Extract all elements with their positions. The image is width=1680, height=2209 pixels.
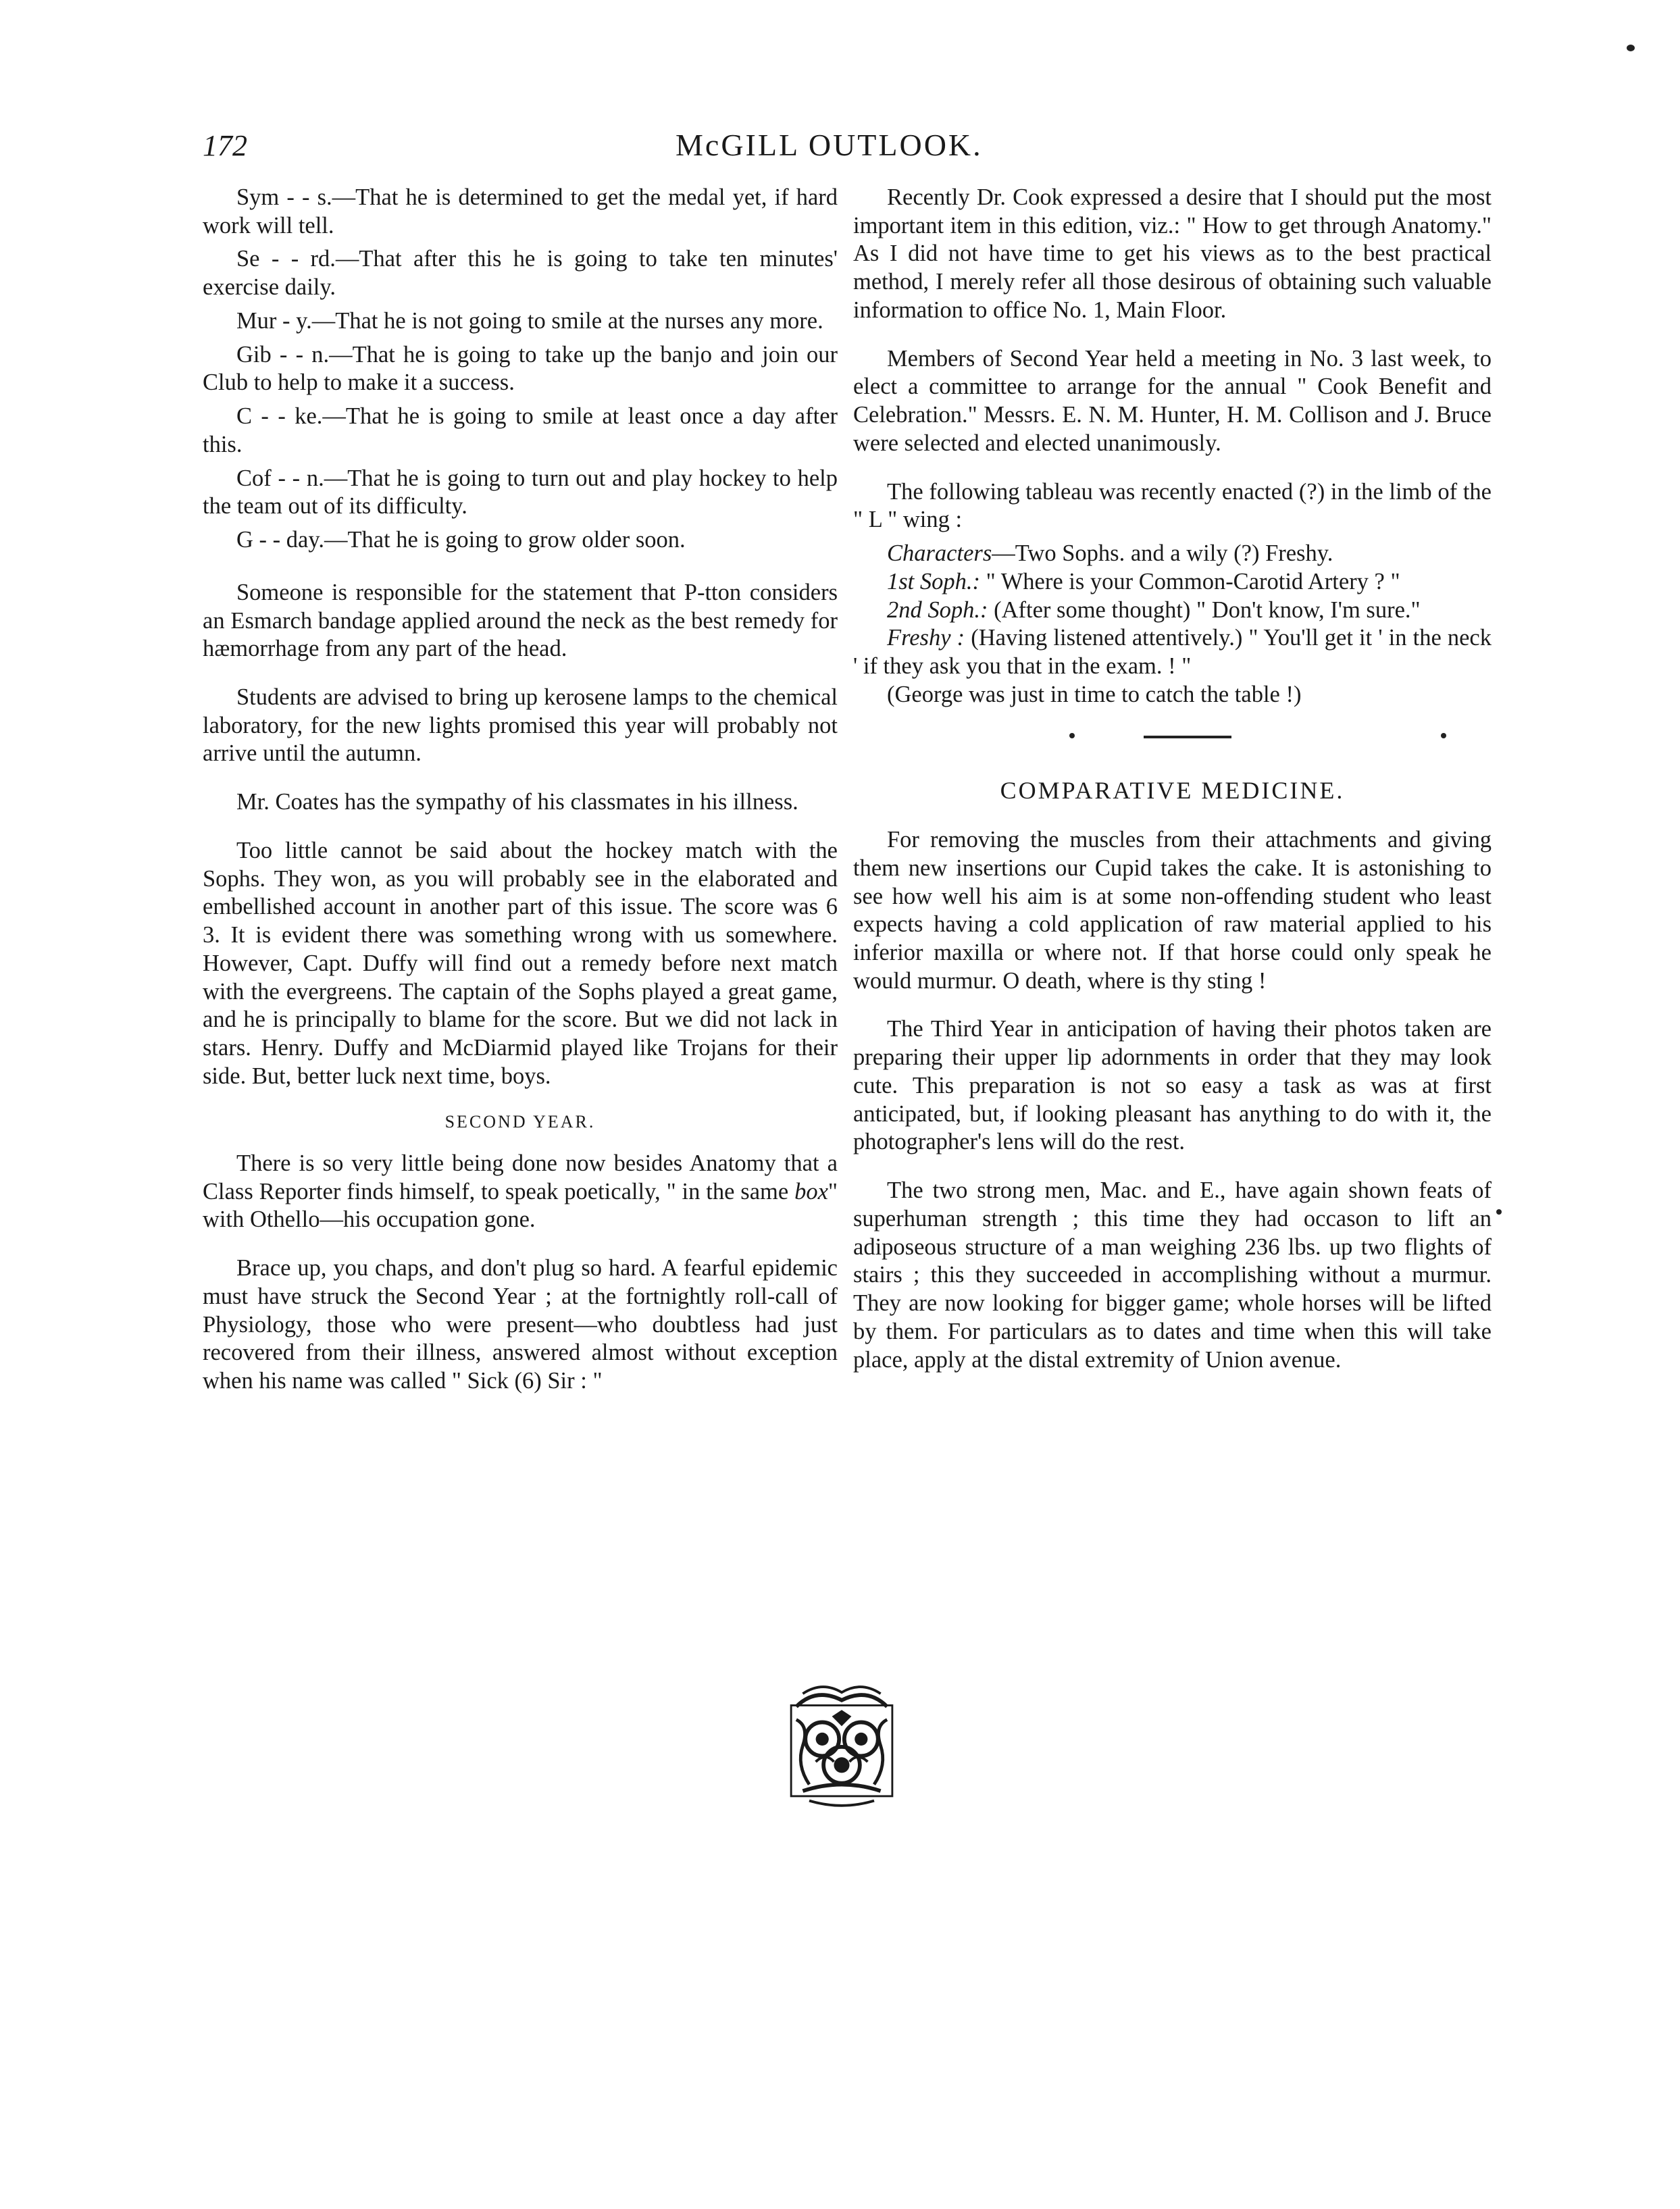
speaker-text: —Two Sophs. and a wily (?) Freshy.: [992, 540, 1333, 567]
separator-dot: [1069, 733, 1075, 738]
paragraph-epidemic: Brace up, you chaps, and don't plug so hard. A fearful epidemic must have struck the Second Year ; at the fortnightly roll-call of Physiology, those who were present—who doubtless had just recovered from their illness, answered almost without exception when his name was called " Sick (6) Sir : ": [203, 1255, 838, 1394]
list-item: Gib - - n.—That he is going to take up the banjo and join our Club to help to make it a success.: [203, 341, 838, 396]
paragraph-dr-cook: Recently Dr. Cook expressed a desire that I should put the most important item in this edition, viz.: " How to get through Anatomy." As I did not have time to get his views as to the best practical method, I merely refer all those desirous of obtaining such valuable information to office No. 1, Main Floor.: [853, 184, 1492, 323]
list-item: Se - - rd.—That after this he is going to take ten minutes' exercise daily.: [203, 246, 838, 301]
paragraph-cupid: For removing the muscles from their attachments and giving them new insertions our Cupid takes the cake. It is astonishing to see how well his aim is at some non-offending student who least expects having a cold application of raw material applied to his inferior maxilla or where not. If that horse could only speak he would murmur. O death, where is thy sting !: [853, 827, 1492, 994]
page-number: 172: [203, 129, 247, 162]
section-heading-comparative-medicine: COMPARATIVE MEDICINE.: [1000, 777, 1345, 805]
text-run: There is so very little being done now besides Anatomy that a Class Reporter finds himself, to speak poetically, " in the same: [203, 1150, 838, 1204]
list-item: Mur - y.—That he is not going to smile at the nurses any more.: [236, 307, 823, 334]
ink-speck: [1627, 45, 1635, 51]
paragraph-hockey: Too little cannot be said about the hockey match with the Sophs. They won, as you will probably see in the elaborated and embellished account in another part of this issue. The score was 6 3. It is evident there was something wrong with us somewhere. However, Capt. Duffy will find out a remedy before next match with the evergreens. The captain of the Sophs played a great game, and he is principally to blame for the score. But we did not lack in stars. Henry. Duffy and McDiarmid played like Trojans for their side. But, better luck next time, boys.: [203, 837, 838, 1089]
paragraph-strong-men: The two strong men, Mac. and E., have again shown feats of superhuman strength ; this time they had occason to lift an adiposeous structure of a man weighing 236 lbs. up two flights of stairs ; this they succeeded in accomplishing without a murmur. They are now looking for bigger game; whole horses will be lifted by them. For particulars as to dates and time when this will take place, apply at the distal extremity of Union avenue.: [853, 1177, 1492, 1373]
paragraph-esmarch: Someone is responsible for the statement that P-tton considers an Esmarch bandage applied around the neck as the best remedy for hæmorrhage from any part of the head.: [203, 579, 838, 662]
list-item: Cof - - n.—That he is going to turn out and play hockey to help the team out of its difficulty.: [203, 465, 838, 519]
separator-rule: [1144, 736, 1231, 738]
list-item: Sym - - s.—That he is determined to get the medal yet, if hard work will tell.: [203, 184, 838, 238]
tableau-second-soph: [853, 596, 1492, 625]
italic-word: box: [794, 1178, 828, 1204]
separator-dot: [1441, 733, 1446, 738]
speaker-text: " Where is your Common-Carotid Artery ? ": [980, 568, 1400, 594]
speaker-label: 1st Soph.:: [887, 568, 980, 594]
left-column: [203, 184, 838, 1416]
paragraph-coates: Mr. Coates has the sympathy of his classmates in his illness.: [236, 789, 798, 815]
speaker-label: 2nd Soph.:: [887, 596, 988, 623]
speaker-label: Characters: [887, 540, 992, 567]
tableau-first-soph: [853, 568, 1492, 596]
paragraph-meeting: Members of Second Year held a meeting in No. 3 last week, to elect a committee to arrange for the annual " Cook Benefit and Celebration." Messrs. E. N. M. Hunter, H. M. Collison and J. Bruce were selected and elected unanimously.: [853, 345, 1492, 456]
speaker-text: (After some thought) " Don't know, I'm sure.": [988, 596, 1421, 623]
floral-tailpiece-ornament-icon: [777, 1681, 907, 1810]
tableau-note: (George was just in time to catch the table !): [887, 681, 1302, 707]
section-heading-second-year: SECOND YEAR.: [444, 1111, 596, 1132]
list-item: G - - day.—That he is going to grow older soon.: [236, 527, 686, 553]
paragraph-kerosene: Students are advised to bring up kerosene lamps to the chemical laboratory, for the new lights promised this year will probably not arrive until the autumn.: [203, 684, 838, 767]
paragraph-anatomy: [203, 1150, 838, 1234]
text-run: " with Othello—his occupation gone.: [203, 1178, 838, 1233]
running-title: McGILL OUTLOOK.: [676, 128, 983, 162]
tableau-freshy: [853, 624, 1492, 680]
right-column: [853, 184, 1492, 1394]
paragraph-third-year: The Third Year in anticipation of having their photos taken are preparing their upper lip adornments in order that they may look cute. This preparation is not so easy a task as was at first anticipated, but, if looking pleasant has anything to do with it, the photographer's lens will do the rest.: [853, 1016, 1492, 1155]
section-separator: [853, 729, 1492, 749]
paragraph-tableau-intro: The following tableau was recently enacted (?) in the limb of the " L " wing :: [853, 478, 1492, 533]
ink-speck: [1496, 1209, 1502, 1215]
speaker-label: Freshy :: [887, 625, 965, 651]
tableau-characters: [853, 540, 1492, 568]
speaker-text: (Having listened attentively.) " You'll get it ' in the neck ' if they ask you that in the exam. ! ": [853, 625, 1492, 680]
list-item: C - - ke.—That he is going to smile at least once a day after this.: [203, 403, 838, 457]
